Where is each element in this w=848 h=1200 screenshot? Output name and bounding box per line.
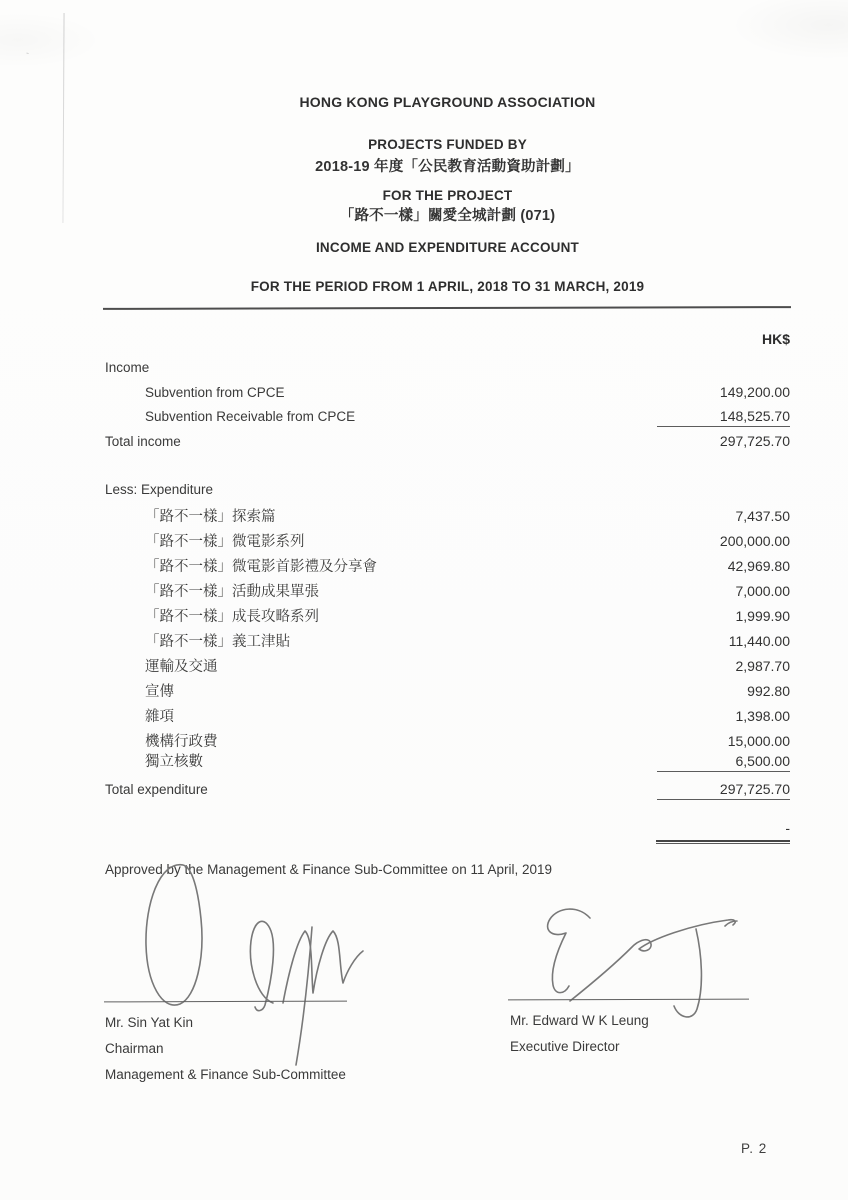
table-row [105, 384, 790, 405]
row-amount: 200,000.00 [719, 533, 790, 549]
currency-header: HK$ [761, 331, 790, 347]
org-name: HONG KONG PLAYGROUND ASSOCIATION [299, 94, 596, 110]
row-amount: 42,969.80 [727, 558, 790, 574]
income-section-header [105, 360, 790, 381]
row-label: 「路不一樣」成長攻略系列 [145, 609, 319, 625]
row-amount: 11,440.00 [728, 633, 790, 649]
row-amount: 15,000.00 [727, 733, 790, 749]
row-label: Subvention from CPCE [145, 385, 285, 400]
total-income-row [105, 433, 790, 454]
table-row [105, 605, 790, 626]
row-amount: 7,000.00 [735, 583, 790, 599]
signature-line-right [508, 999, 749, 1001]
signatory-left [105, 1010, 346, 1088]
total-expenditure-row [105, 781, 790, 802]
balance-double-rule [656, 840, 790, 844]
table-row [105, 408, 790, 429]
funded-by-scheme: 2018-19 年度「公民教育活動資助計劃」 [315, 159, 580, 175]
row-amount: 148,525.70 [657, 408, 790, 427]
scan-artifact-line [62, 13, 64, 223]
total-amount: 297,725.70 [657, 781, 790, 800]
table-row [105, 680, 790, 701]
balance-amount: - [785, 820, 790, 836]
total-label: Total income [105, 434, 181, 449]
row-label: 運輸及交通 [145, 659, 218, 675]
row-amount: 1,999.90 [735, 608, 790, 624]
balance-row [105, 820, 790, 841]
table-row [105, 750, 790, 771]
table-row [105, 505, 790, 526]
signatory-right [510, 1008, 649, 1060]
page-number: P. 2 [741, 1141, 768, 1156]
scan-artifact-mark: ` [24, 49, 34, 65]
header-divider-rule [103, 306, 791, 310]
approval-statement: Approved by the Management & Finance Sub-Committee on 11 April, 2019 [105, 862, 553, 877]
signatory-org: Management & Finance Sub-Committee [105, 1067, 346, 1082]
row-label: 「路不一樣」探索篇 [145, 509, 276, 525]
table-row [105, 730, 790, 751]
table-row [105, 580, 790, 601]
signatory-title: Executive Director [510, 1039, 620, 1054]
expenditure-section-header [105, 482, 790, 503]
row-label: Subvention Receivable from CPCE [145, 409, 356, 424]
total-label: Total expenditure [105, 782, 208, 797]
row-label: 宣傳 [145, 684, 174, 700]
row-amount: 1,398.00 [735, 708, 790, 724]
section-label: Income [105, 360, 150, 375]
row-label: 「路不一樣」微電影系列 [145, 534, 305, 550]
row-amount: 992.80 [747, 683, 790, 699]
statement-title: INCOME AND EXPENDITURE ACCOUNT [315, 240, 579, 255]
table-row [105, 555, 790, 576]
project-name: 「路不一樣」關愛全城計劃 (071) [339, 208, 556, 224]
row-label: 「路不一樣」活動成果單張 [145, 584, 319, 600]
row-label: 「路不一樣」微電影首影禮及分享會 [145, 559, 377, 575]
row-label: 機構行政費 [145, 734, 218, 750]
project-heading: FOR THE PROJECT [382, 188, 513, 203]
table-row [105, 655, 790, 676]
signatory-name: Mr. Edward W K Leung [510, 1013, 649, 1028]
row-amount: 2,987.70 [735, 658, 790, 674]
row-amount: 7,437.50 [735, 508, 790, 524]
statement-period: FOR THE PERIOD FROM 1 APRIL, 2018 TO 31 MARCH, 2019 [250, 279, 645, 294]
table-row [105, 705, 790, 726]
row-label: 獨立核數 [145, 754, 203, 770]
row-amount: 149,200.00 [719, 384, 790, 400]
signatory-title: Chairman [105, 1041, 164, 1056]
funded-by-heading: PROJECTS FUNDED BY [368, 137, 527, 152]
row-label: 「路不一樣」義工津貼 [145, 634, 290, 650]
row-amount: 6,500.00 [657, 753, 790, 772]
section-label: Less: Expenditure [105, 482, 214, 497]
signatory-name: Mr. Sin Yat Kin [105, 1015, 194, 1030]
total-amount: 297,725.70 [719, 433, 790, 449]
table-row [105, 530, 790, 551]
row-label: 雜項 [145, 709, 174, 725]
signature-line-left [104, 1001, 347, 1003]
table-row [105, 630, 790, 651]
